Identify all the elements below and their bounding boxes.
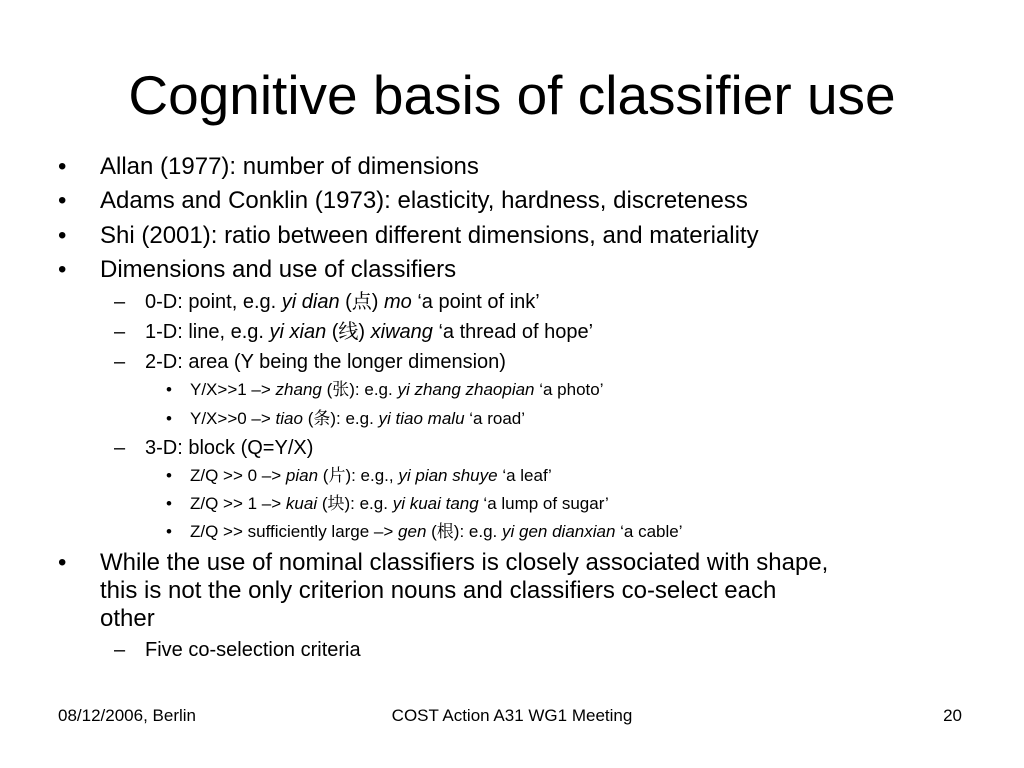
sub-sub-bullet-text: Z/Q >> sufficiently large –> gen (根): e.g. yi gen dianxian ‘a cable’	[190, 522, 683, 541]
bullet-marker: •	[166, 380, 172, 399]
bullet-marker: •	[166, 409, 172, 428]
sub-sub-bullet-text: Y/X>>1 –> zhang (张): e.g. yi zhang zhaopian ‘a photo’	[190, 380, 604, 399]
sub-bullet-text: 1-D: line, e.g. yi xian (线) xiwang ‘a thread of hope’	[145, 321, 594, 343]
bullet-marker: •	[58, 256, 67, 283]
sub-bullet-text: 2-D: area (Y being the longer dimension)	[145, 351, 506, 373]
bullet-marker: •	[58, 222, 67, 249]
sub-bullet-text: Five co-selection criteria	[145, 639, 361, 661]
footer-event: COST Action A31 WG1 Meeting	[391, 706, 633, 725]
footer-page-number: 20	[943, 706, 962, 725]
dash-marker: –	[114, 437, 126, 459]
dash-marker: –	[114, 351, 126, 373]
bullet-marker: •	[58, 187, 67, 214]
footer-date-location: 08/12/2006, Berlin	[58, 706, 196, 725]
bullet-text: Dimensions and use of classifiers	[100, 256, 457, 283]
bullet-text-line-2: this is not the only criterion nouns and classifiers co-select each	[100, 577, 777, 604]
sub-bullet-text: 3-D: block (Q=Y/X)	[145, 437, 314, 459]
bullet-marker: •	[58, 549, 67, 576]
bullet-marker: •	[166, 494, 172, 513]
slide-title: Cognitive basis of classifier use	[128, 64, 896, 126]
bullet-text-line-1: While the use of nominal classifiers is closely associated with shape,	[100, 549, 829, 576]
bullet-marker: •	[166, 522, 172, 541]
sub-bullet-text: 0-D: point, e.g. yi dian (点) mo ‘a point of ink’	[145, 291, 540, 313]
bullet-marker: •	[58, 153, 67, 180]
bullet-marker: •	[166, 466, 172, 485]
bullet-text: Shi (2001): ratio between different dimensions, and materiality	[100, 222, 759, 249]
dash-marker: –	[114, 291, 126, 313]
sub-sub-bullet-text: Z/Q >> 0 –> pian (片): e.g., yi pian shuye ‘a leaf’	[190, 466, 552, 485]
bullet-text: Adams and Conklin (1973): elasticity, hardness, discreteness	[100, 187, 748, 214]
bullet-text: Allan (1977): number of dimensions	[100, 153, 479, 180]
sub-sub-bullet-text: Z/Q >> 1 –> kuai (块): e.g. yi kuai tang ‘a lump of sugar’	[190, 494, 609, 513]
dash-marker: –	[114, 639, 126, 661]
sub-sub-bullet-text: Y/X>>0 –> tiao (条): e.g. yi tiao malu ‘a road’	[190, 409, 526, 428]
bullet-text-line-3: other	[100, 605, 155, 632]
dash-marker: –	[114, 321, 126, 343]
